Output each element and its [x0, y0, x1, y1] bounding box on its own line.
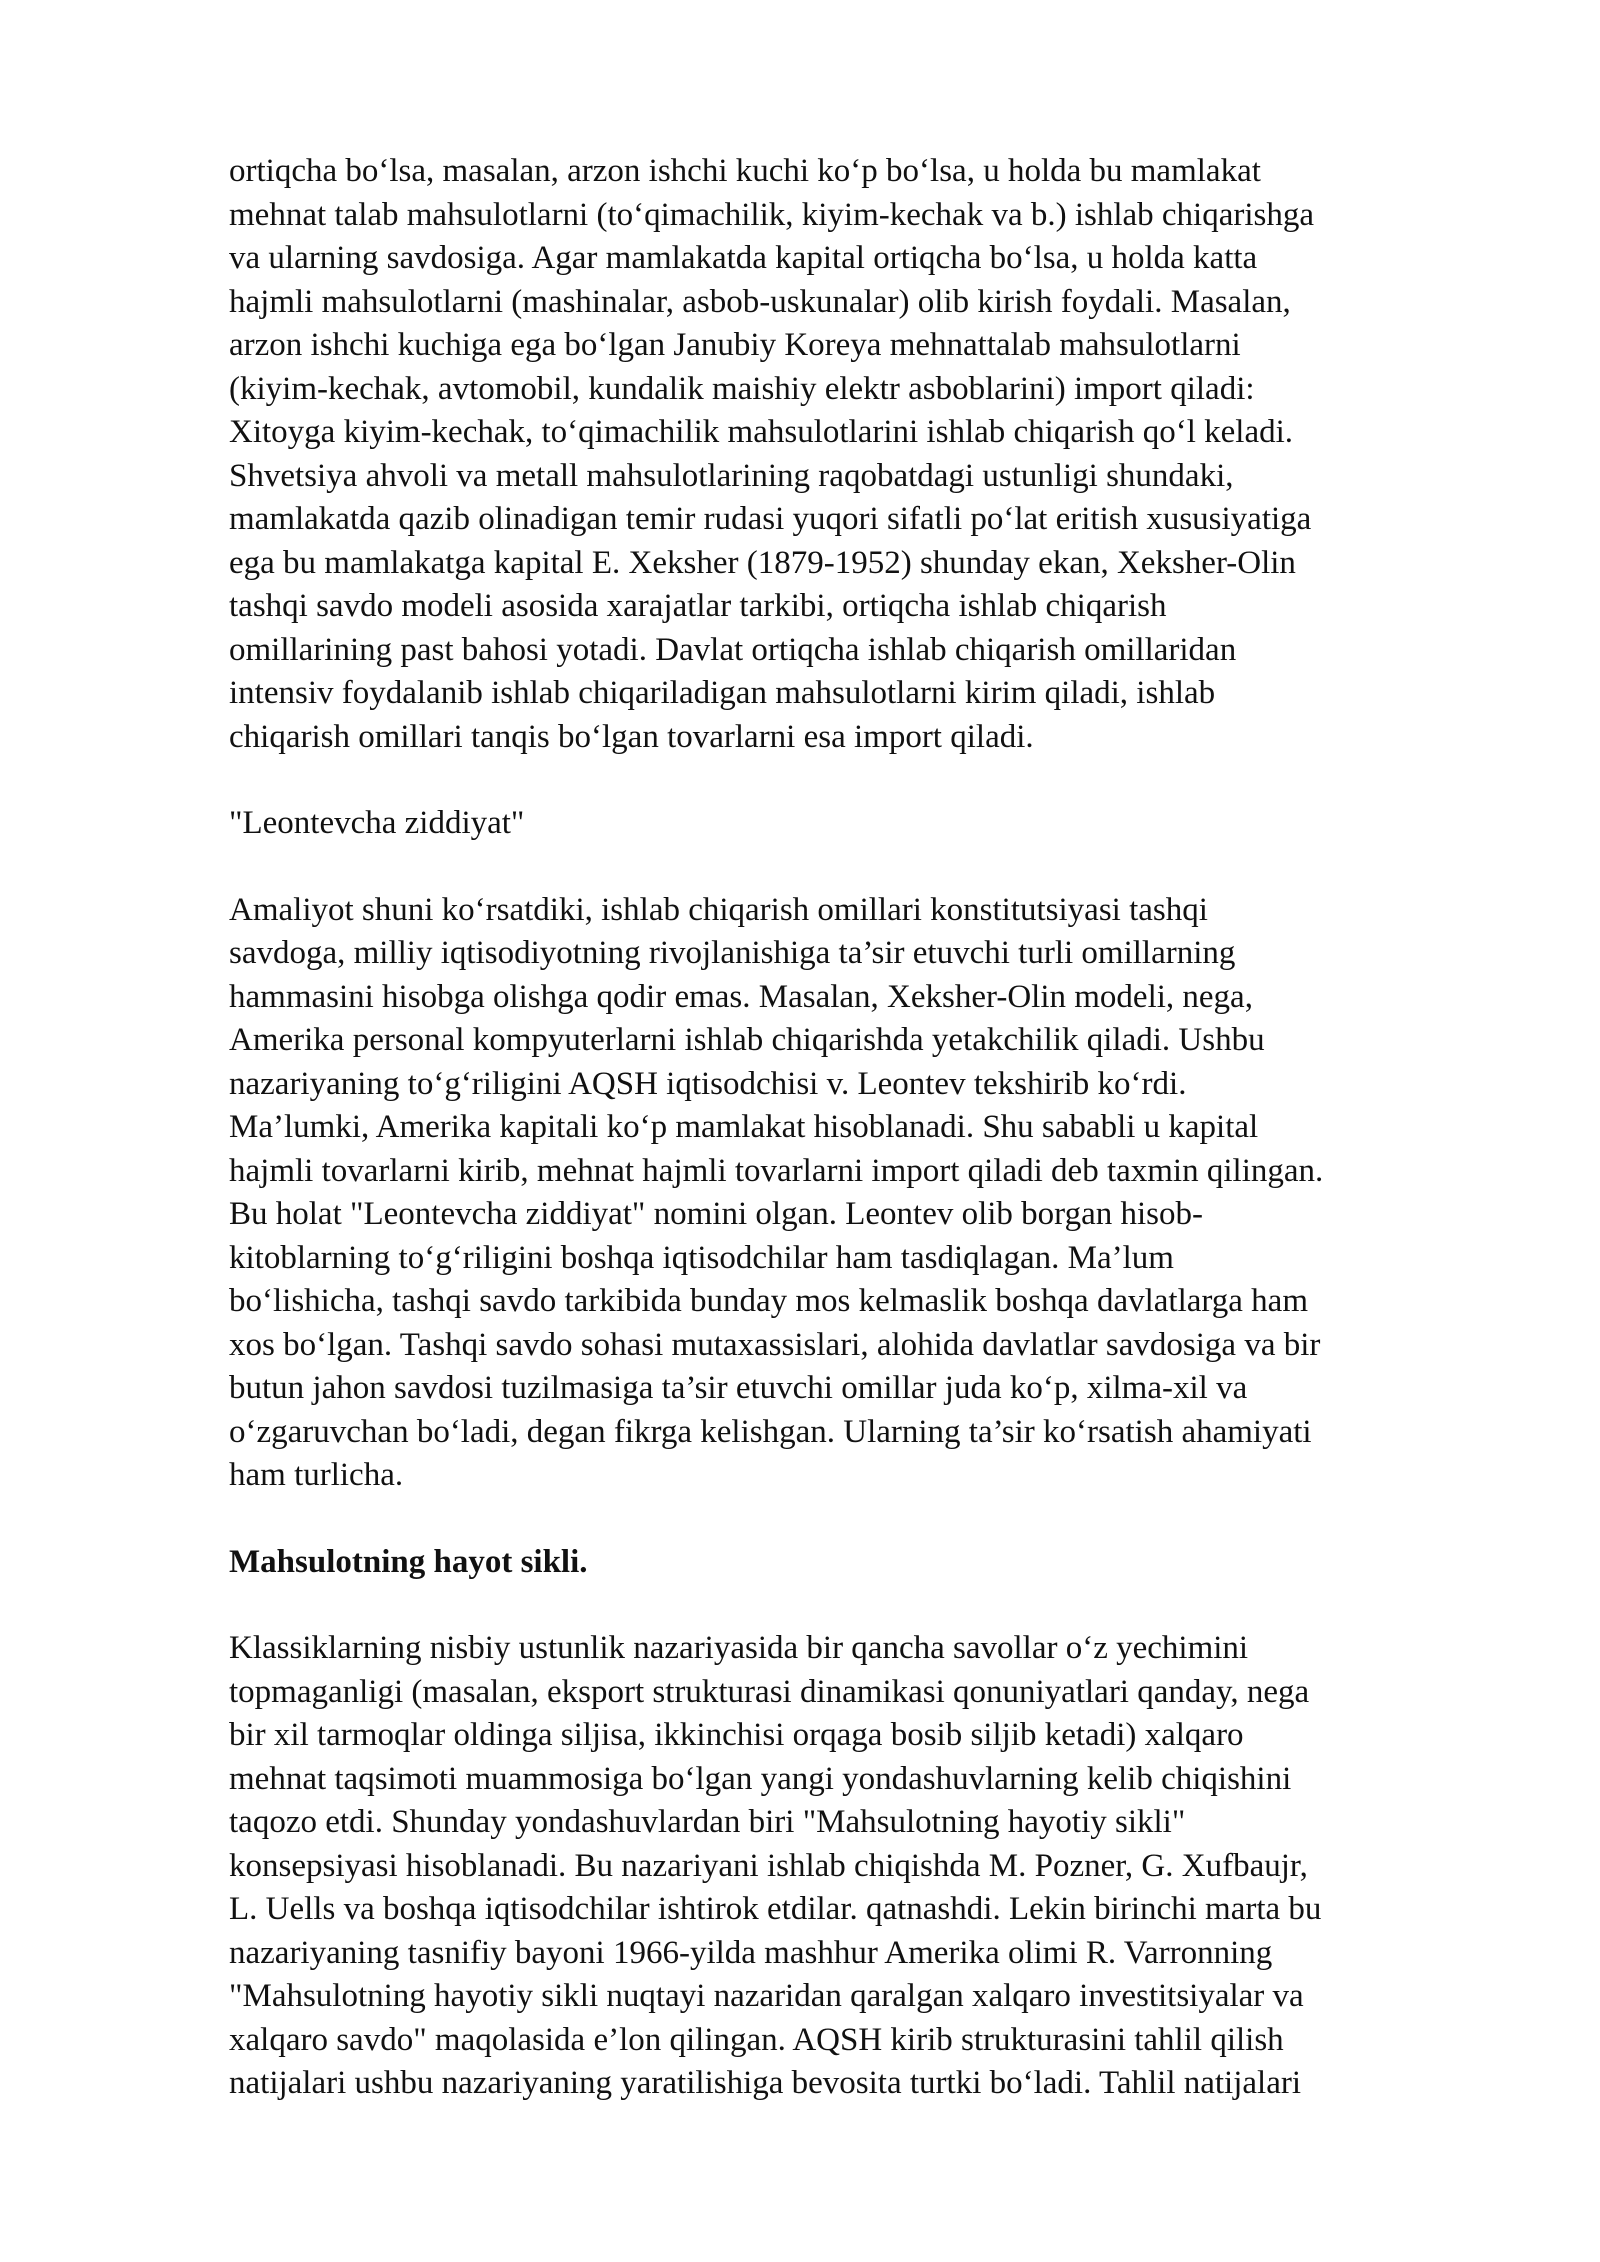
section-heading: Mahsulotning hayot sikli. — [229, 1543, 588, 1580]
paragraph: Klassiklarning nisbiy ustunlik nazariyasida bir qancha savollar o‘z yechimini topmaganligi (masalan, eksport strukturasi dinamikasi qonuniyatlari qanday, nega bir xil tarmoqlar oldinga siljisa, ikkinchisi orqaga bosib siljib ketadi) xalqaro mehnat taqsimoti muammosiga bo‘lgan yangi yondashuvlarning kelib chiqishini taqozo etdi. Shunday yondashuvlardan biri "Mahsulotning hayotiy sikli" konsepsiyasi hisoblanadi. Bu nazariyani ishlab chiqishda M. Pozner, G. Xufbaujr, L. Uells va boshqa iqtisodchilar ishtirok etdilar. qatnashdi. Lekin birinchi marta bu nazariyaning tasnifiy bayoni 1966-yilda mashhur Amerika olimi R. Varronning "Mahsulotning hayotiy sikli nuqtayi nazaridan qaralgan xalqaro investitsiyalar va xalqaro savdo" maqolasida e’lon qilingan. AQSH kirib strukturasini tahlil qilish natijalari ushbu nazariyaning yaratilishiga bevosita turtki bo‘ladi. Tahlil natijalari — [229, 1630, 1322, 2101]
paragraph: Amaliyot shuni ko‘rsatdiki, ishlab chiqarish omillari konstitutsiyasi tashqi savdoga, milliy iqtisodiyotning rivojlanishiga ta’sir etuvchi turli omillarning hammasini hisobga olishga qodir emas. Masalan, Xeksher-Olin modeli, nega, Amerika personal kompyuterlarni ishlab chiqarishda yetakchilik qiladi. Ushbu nazariyaning to‘g‘riligini AQSH iqtisodchisi v. Leontev tekshirib ko‘rdi. Ma’lumki, Amerika kapitali ko‘p mamlakat hisoblanadi. Shu sababli u kapital hajmli tovarlarni kirib, mehnat hajmli tovarlarni import qiladi deb taxmin qilingan. Bu holat "Leontevcha ziddiyat" nomini olgan. Leontev olib borgan hisob- kitoblarning to‘g‘riligini boshqa iqtisodchilar ham tasdiqlagan. Ma’lum bo‘lishicha, tashqi savdo tarkibida bunday mos kelmaslik boshqa davlatlarga ham xos bo‘lgan. Tashqi savdo sohasi mutaxassislari, alohida davlatlar savdosiga va bir butun jahon savdosi tuzilmasiga ta’sir etuvchi omillar juda ko‘p, xilma-xil va o‘zgaruvchan bo‘ladi, degan fikrga kelishgan. Ularning ta’sir ko‘rsatish ahamiyati ham turlicha. — [229, 891, 1324, 1493]
document-page — [229, 150, 1529, 2149]
subheading: "Leontevcha ziddiyat" — [229, 805, 525, 841]
paragraph: ortiqcha bo‘lsa, masalan, arzon ishchi kuchi ko‘p bo‘lsa, u holda bu mamlakat mehnat talab mahsulotlarni (to‘qimachilik, kiyim-kechak va b.) ishlab chiqarishga va ularning savdosiga. Agar mamlakatda kapital ortiqcha bo‘lsa, u holda katta hajmli mahsulotlarni (mashinalar, asbob-uskunalar) olib kirish foydali. Masalan, arzon ishchi kuchiga ega bo‘lgan Janubiy Koreya mehnattalab mahsulotlarni (kiyim-kechak, avtomobil, kundalik maishiy elektr asboblarini) import qiladi: Xitoyga kiyim-kechak, to‘qimachilik mahsulotlarini ishlab chiqarish qo‘l keladi. Shvetsiya ahvoli va metall mahsulotlarining raqobatdagi ustunligi shundaki, mamlakatda qazib olinadigan temir rudasi yuqori sifatli po‘lat eritish xususiyatiga ega bu mamlakatga kapital E. Xeksher (1879-1952) shunday ekan, Xeksher-Olin tashqi savdo modeli asosida xarajatlar tarkibi, ortiqcha ishlab chiqarish omillarining past bahosi yotadi. Davlat ortiqcha ishlab chiqarish omillaridan intensiv foydalanib ishlab chiqariladigan mahsulotlarni kirim qiladi, ishlab chiqarish omillari tanqis bo‘lgan tovarlarni esa import qiladi. — [229, 153, 1315, 755]
